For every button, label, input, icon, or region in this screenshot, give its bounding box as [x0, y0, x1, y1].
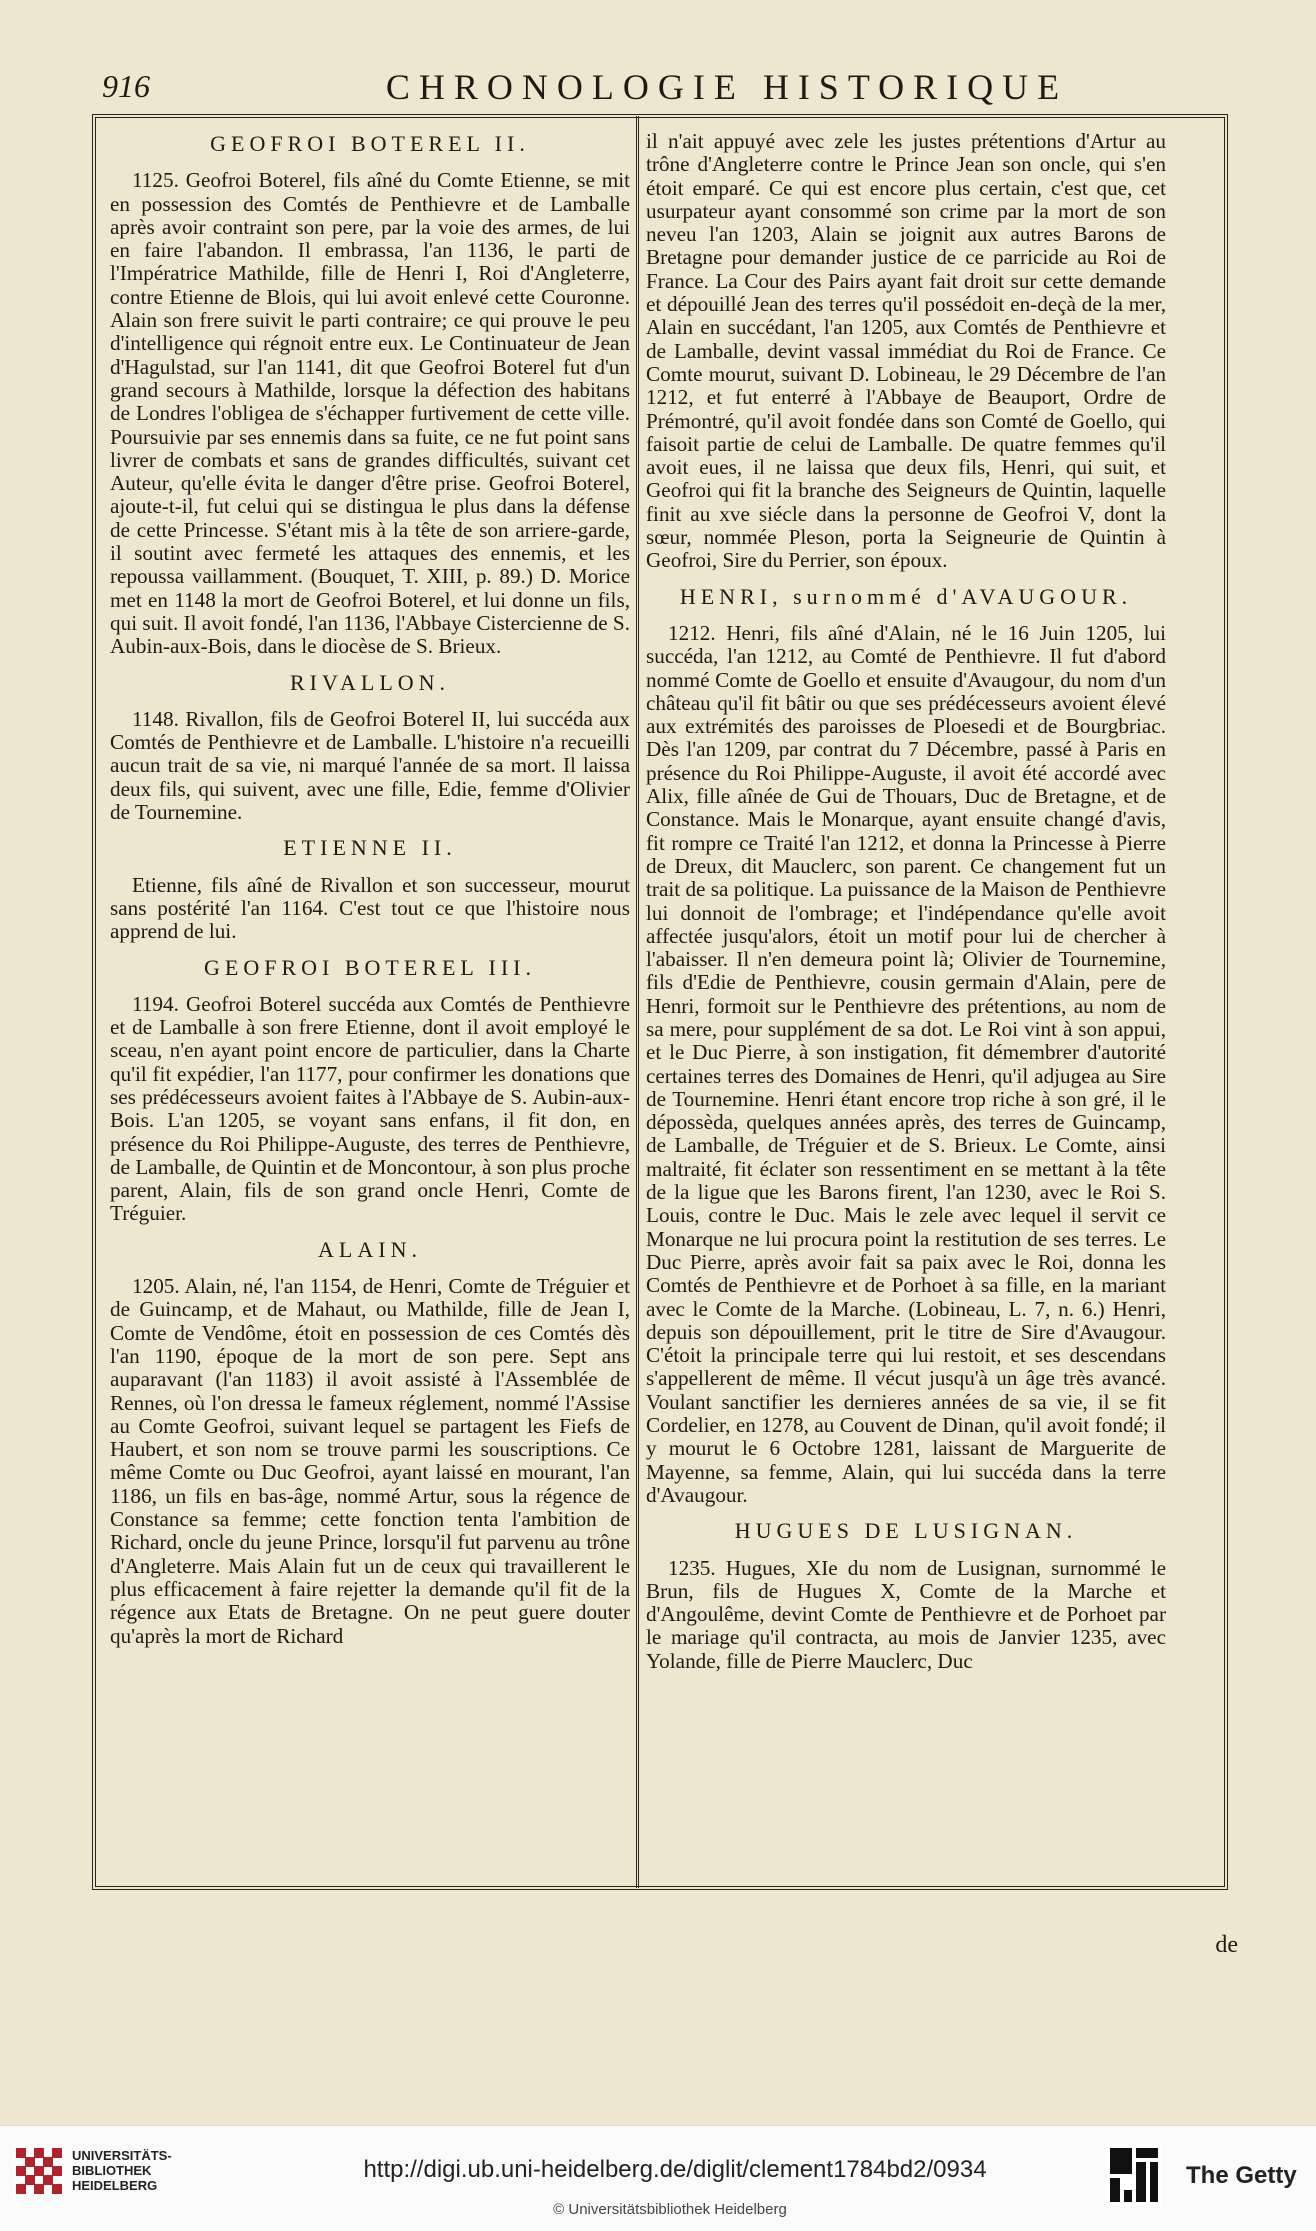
viewer-footer — [0, 2125, 1316, 2231]
left-column — [110, 130, 630, 1880]
library-name-line-3: HEIDELBERG — [72, 2178, 158, 2193]
entry-alain-continued: il n'ait appuyé avec zele les justes prétentions d'Artur au trône d'Angleterre contre le Prince Jean son oncle, qui s'en étoit emparé. Ce qui est encore plus certain, c'est que, cet usurpateur ayant consommé son crime par la mort de son neveu l'an 1203, Alain se joignit aux autres Barons de Bretagne pour demander justice de ce parricide au Roi de France. La Cour des Pairs ayant fait droit sur cette demande et dépouillé Jean des terres qu'il possédoit en-deçà de la mer, Alain en succédant, l'an 1205, aux Comtés de Penthievre et de Lamballe, devint vassal immédiat du Roi de France. Ce Comte mourut, suivant D. Lobineau, le 29 Décembre de l'an 1212, et fut enterré à l'Abbaye de Beauport, Ordre de Prémontré, qu'il avoit fondée dans son Comté de Goello, qui faisoit partie de celui de Lamballe. De quatre femmes qu'il avoit eues, il ne laissa que deux fils, Henri, qui suit, et Geofroi qui fit la branche des Seigneurs de Quintin, laquelle finit au xve siécle dans la personne de Geofroi V, dont la sœur, nommée Pleson, porta la Seigneurie de Quintin à Geofroi, Sire du Perrier, son époux. — [646, 130, 1166, 573]
getty-logo-icon — [1106, 2144, 1162, 2206]
heading-alain: ALAIN. — [318, 1236, 422, 1262]
heading-geofroi-boterel-iii: GEOFROI BOTEREL III. — [204, 954, 536, 980]
entry-geofroi-boterel-iii: 1194. Geofroi Boterel succéda aux Comtés de Penthievre et de Lamballe à son frere Etienne, dont il avoit employé le sceau, n'en ayant point encore de particulier, dans la Charte qu'il fit expédier, l'an 1177, pour confirmer les donations que ses prédécesseurs avoient faites à l'Abbaye de S. Aubin-aux-Bois. L'an 1205, se voyant sans enfans, il fit don, en présence du Roi Philippe-Auguste, des terres de Penthievre, de Lamballe, de Quintin et de Moncontour, à son plus proche parent, Alain, fils de son grand oncle Henri, Comte de Tréguier. — [110, 991, 630, 1226]
column-rule — [636, 116, 639, 1888]
entry-geofroi-boterel-ii: 1125. Geofroi Boterel, fils aîné du Comte Etienne, se mit en possession des Comtés de Penthievre et de Lamballe après avoir contraint son pere, par la voie des armes, de lui en faire l'abandon. Il embrassa, l'an 1136, le parti de l'Impératrice Mathilde, fille de Henri I, Roi d'Angleterre, contre Etienne de Blois, qui lui avoit enlevé cette Couronne. Alain son frere suivit le parti contraire; ce qui prouve le peu d'intelligence qui régnoit entre eux. Le Continuateur de Jean d'Hagulstad, sur l'an 1141, dit que Geofroi Boterel fut d'un grand secours à Mathilde, lorsque la défection des habitans de Londres l'obligea de s'échapper furtivement de cette ville. Poursuivie par ses ennemis dans sa fuite, ce ne fut point sans livrer de combats et sans de grandes difficultés, suivant cet Auteur, qu'elle évita le danger d'être prise. Geofroi Boterel, ajoute-t-il, fut celui qui se distingua le plus dans la défense de cette Princesse. S'étant mis à la tête de son arriere-garde, il soutint avec fermeté les attaques des ennemis, et les repoussa vaillamment. (Bouquet, T. XIII, p. 89.) D. Morice met en 1148 la mort de Geofroi Boterel, et lui donne un fils, qui suit. Il avoit fondé, l'an 1136, l'Abbaye Cistercienne de S. Aubin-aux-Bois, dans le diocèse de S. Brieux. — [110, 168, 630, 659]
library-name — [72, 2148, 172, 2193]
library-name-line-2: BIBLIOTHEK — [72, 2163, 152, 2178]
getty-name: The Getty — [1186, 2162, 1297, 2189]
entry-rivallon: 1148. Rivallon, fils de Geofroi Boterel II, lui succéda aux Comtés de Penthievre et de Lamballe. L'histoire n'a recueilli aucun trait de sa vie, ni marqué l'année de sa mort. Il laissa deux fils, qui suivent, avec une fille, Edie, femme d'Olivier de Tournemine. — [110, 706, 630, 825]
permalink-url[interactable]: http://digi.ub.uni-heidelberg.de/diglit/clement1784bd2/0934 — [363, 2156, 987, 2183]
right-column — [646, 130, 1166, 1880]
copyright-notice: © Universitätsbibliothek Heidelberg — [553, 2201, 787, 2218]
running-head — [92, 64, 1232, 116]
heading-henri-avaugour: HENRI, surnommé d'AVAUGOUR. — [679, 583, 1133, 609]
heading-etienne-ii: ETIENNE II. — [283, 835, 457, 861]
heading-rivallon: RIVALLON. — [289, 669, 451, 695]
page-number: 916 — [102, 68, 150, 104]
heading-geofroi-boterel-ii: GEOFROI BOTEREL II. — [210, 131, 530, 156]
entry-etienne-ii: Etienne, fils aîné de Rivallon et son successeur, mourut sans postérité l'an 1164. C'est tout ce que l'histoire nous apprend de lui. — [110, 872, 630, 944]
library-name-line-1: UNIVERSITÄTS- — [72, 2148, 172, 2163]
university-library-logo-icon — [14, 2146, 64, 2196]
entry-hugues-de-lusignan: 1235. Hugues, XIe du nom de Lusignan, surnommé le Brun, fils de Hugues X, Comte de la Marche et d'Angoulême, devint Comte de Penthievre et de Porhoet par le mariage qu'il contracta, au mois de Janvier 1235, avec Yolande, fille de Pierre Mauclerc, Duc — [646, 1555, 1166, 1673]
entry-henri-avaugour: 1212. Henri, fils aîné d'Alain, né le 16 Juin 1205, lui succéda, l'an 1212, au Comté de Penthievre. Il fut d'abord nommé Comte de Goello et ensuite d'Avaugour, du nom d'un château qu'il fit bâtir ou que ses prédécesseurs avoient élevé aux extrémités des paroisses de Ploesedi et de Bourgbriac. Dès l'an 1209, par contrat du 7 Décembre, passé à Paris en présence du Roi Philippe-Auguste, il avoit été accordé avec Alix, fille aînée de Gui de Thouars, Duc de Bretagne, et de Constance. Mais le Monarque, ayant ensuite changé d'avis, fit rompre ce Traité l'an 1212, et donna la Princesse à Pierre de Dreux, dit Mauclerc, son parent. Ce changement fut un trait de sa politique. La puissance de la Maison de Penthievre lui donnoit de l'ombrage; et l'indépendance qu'elle avoit affectée jusqu'alors, étoit un motif pour lui de chercher à l'abaisser. Il n'en demeura point là; Olivier de Tournemine, fils d'Edie de Penthievre, cousin germain d'Alain, pere de Henri, formoit sur le Penthievre des prétentions, au nom de sa mere, pour supplément de sa dot. Le Roi vint à son appui, et le Duc Pierre, à son instigation, fit démembrer d'autorité certaines terres des Domaines de Henri, qu'il adjugea au Sire de Tournemine. Henri étant encore trop riche à son gré, il le dépossèda, quelques années après, des terres de Guincamp, de Lamballe, de Tréguier et de S. Brieux. Le Comte, ainsi maltraité, fit éclater son ressentiment en se mettant à la tête de la ligue que les Barons firent, l'an 1230, avec le Roi S. Louis, contre le Duc. Mais le zele avec lequel il servit ce Monarque ne lui procura point la restitution de ses terres. Le Duc Pierre, après avoir fait sa paix avec le Roi, donna les Comtés de Penthievre et de Porhoet à sa fille, en la mariant avec le Comte de la Marche. (Lobineau, L. 7, n. 6.) Henri, depuis son dépouillement, prit le titre de Sire d'Avaugour. C'étoit la principale terre qui lui restoit, et ses descendans s'appellerent de même. Il vécut jusqu'à un âge très avancé. Voulant sanctifier les dernieres années de sa vie, il se fit Cordelier, en 1278, au Couvent de Dinan, qu'il avoit fondé; il y mourut le 6 Octobre 1281, laissant de Marguerite de Mayenne, sa femme, Alain, qui lui succéda dans la terre d'Avaugour. — [646, 620, 1166, 1507]
entry-alain: 1205. Alain, né, l'an 1154, de Henri, Comte de Tréguier et de Guincamp, et de Mahaut, ou Mathilde, fille de Jean I, Comte de Vendôme, étoit en possession de ces Comtés dès l'an 1190, époque de la mort de son pere. Sept ans auparavant (l'an 1183) il avoit assisté à l'Assemblée de Rennes, où l'on dressa le fameux réglement, nommé l'Assise au Comte Geofroi, suivant lequel se partagent les Fiefs de Haubert, et son nom se trouve parmi les souscriptions. Ce même Comte ou Duc Geofroi, ayant laissé en mourant, l'an 1186, un fils en bas-âge, nommé Artur, sous la régence de Constance sa femme; cette fonction tenta l'ambition de Richard, oncle du jeune Prince, lorsqu'il fut parvenu au trône d'Angleterre. Mais Alain fut un de ceux qui travaillerent le plus efficacement à faire rejetter la demande qu'il fit de la régence aux Etats de Bretagne. On ne peut guere douter qu'après la mort de Richard — [110, 1274, 630, 1648]
heading-hugues-de-lusignan: HUGUES DE LUSIGNAN. — [734, 1518, 1078, 1544]
catchword: de — [1215, 1932, 1238, 1958]
running-title: CHRONOLOGIE HISTORIQUE — [385, 67, 1069, 107]
